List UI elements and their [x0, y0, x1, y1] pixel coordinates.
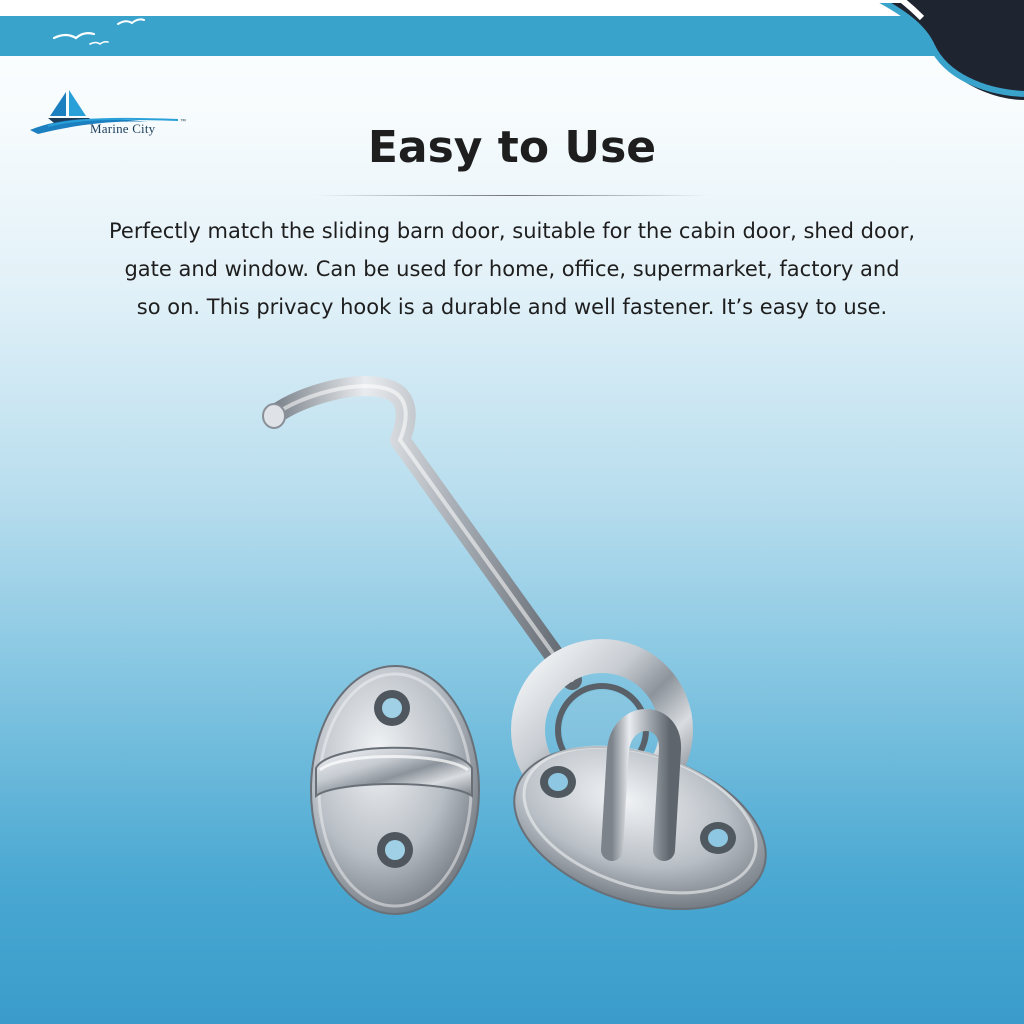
description-line-2: gate and window. Can be used for home, office, supermarket, factory and	[124, 257, 900, 281]
description-line-3: so on. This privacy hook is a durable and well fastener. It’s easy to use.	[136, 295, 888, 319]
description-text	[30, 212, 994, 326]
seagull-icon	[48, 14, 158, 48]
hook-rod	[276, 386, 572, 680]
left-eye-plate	[311, 666, 479, 914]
title-divider	[316, 195, 708, 196]
page-title: Easy to Use	[367, 122, 657, 173]
brand-name: Marine City	[90, 121, 156, 136]
description-line-1: Perfectly match the sliding barn door, suitable for the cabin door, shed door,	[109, 219, 915, 243]
corner-wave-decoration	[874, 0, 1024, 100]
trademark-mark: ™	[180, 119, 186, 125]
cabin-hook-eye-latch	[240, 350, 800, 950]
